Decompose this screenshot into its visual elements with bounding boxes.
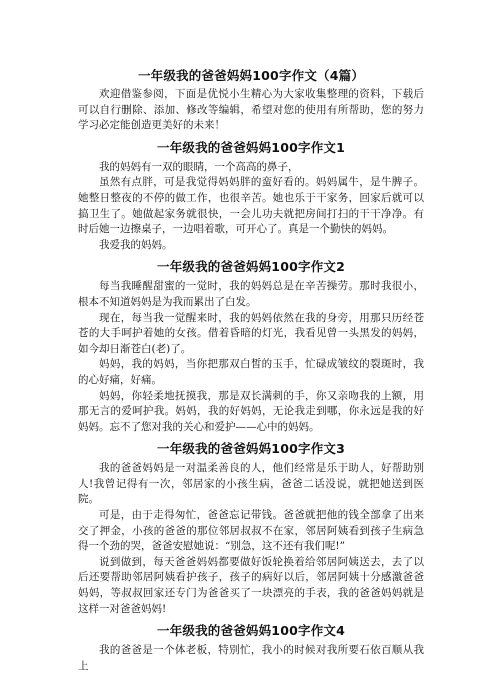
paragraph: 可是，由于走得匆忙，爸爸忘记带钱。爸爸就把他的钱全部拿了出来交了押金，小孩的爸爸的那位邻居叔叔不在家，邻居阿姨看到孩子生病急得一个劲的哭，爸爸安慰她说：“别急，这不还有我们呢!” — [78, 509, 424, 553]
document-title: 一年级我的爸爸妈妈100字作文（4篇） — [137, 68, 365, 83]
paragraph: 虽然有点胖，可是我觉得妈妈胖的蛮好看的。妈妈属牛，是牛脾子。她整日整夜的不停的做工作，也很辛苦。她也乐于干家务，回家后就可以搞卫生了。她做起家务就很快，一会儿功夫就把房间打扫的干干净净。有时后她一边擦桌子，一边唱着歌，可开心了。真是一个勤快的妈妈。 — [78, 176, 424, 236]
paragraph: 我的爸爸妈妈是一对温柔善良的人，他们经常是乐于助人，好帮助别人!我曾记得有一次，邻居家的小孩生病，爸爸二话没说，就把她送到医院。 — [78, 462, 424, 506]
section-title: 一年级我的爸爸妈妈100字作文2 — [157, 259, 345, 275]
paragraph: 妈妈，我的妈妈，当你把那双白皙的玉手，忙碌成皱纹的裂斑时，我的心好痛，好痛。 — [78, 358, 424, 386]
paragraph: 我的妈妈有一双的眼睛，一个高高的鼻子， — [99, 160, 299, 173]
paragraph: 说到做到，每天爸爸妈妈都要做好饭轮换着给邻居阿姨送去，去了以后还要帮助邻居阿姨看护孩子，孩子的病好以后，邻居阿姨十分感激爸爸妈妈，等叔叔回家还专门为爸爸买了一块漂亮的手表，我的爸爸妈妈就是这样一对爸爸妈妈! — [78, 555, 424, 615]
paragraph: 每当我睡醒甜蜜的一觉时，我的妈妈总是在辛苦操劳。那时我很小，根本不知道妈妈是为我而累出了白发。 — [78, 280, 424, 308]
section-title: 一年级我的爸爸妈妈100字作文1 — [157, 139, 345, 155]
paragraph: 我爱我的妈妈。 — [99, 238, 173, 251]
paragraph: 妈妈，你轻柔地抚摸我，那是双长满刺的手，你又亲吻我的上额，用那无言的爱呵护我。妈妈，我的好妈妈，无论我走到哪，你永远是我的好妈妈。忘不了您对我的关心和爱护——心中的妈妈。 — [78, 389, 424, 433]
paragraph: 现在，每当我一觉醒来时，我的妈妈依然在我的身旁，用那只历经苍苍的大手呵护着她的女孩。借着昏暗的灯光，我看见曾一头黑发的妈妈，如今却日渐苍白(老)了。 — [78, 311, 424, 355]
paragraph: 我的爸爸是一个体老板，特别忙，我小的时候对我所要石依百顺从我上 — [78, 644, 424, 672]
section-title: 一年级我的爸爸妈妈100字作文3 — [157, 441, 345, 457]
intro-paragraph: 欢迎借鉴参阅，下面是优悦小生精心为大家收集整理的资料，下载后可以自行删除、添加、修改等编辑，希望对您的使用有所帮助，您的努力学习必定能创造更美好的未来！ — [78, 88, 424, 132]
document-body — [78, 68, 424, 674]
section-title: 一年级我的爸爸妈妈100字作文4 — [157, 623, 345, 639]
